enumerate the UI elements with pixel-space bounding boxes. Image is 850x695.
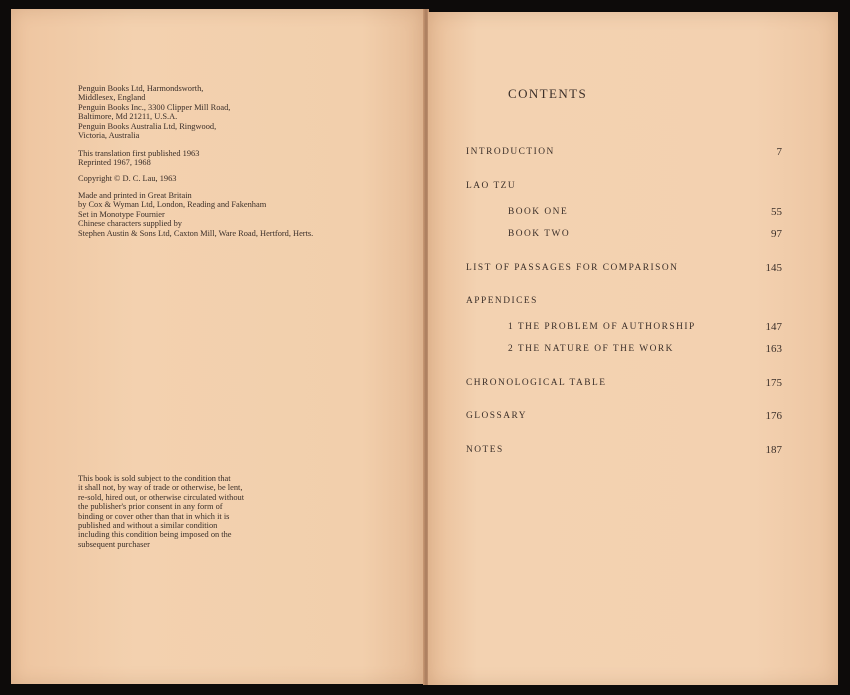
toc-entry-appendices: APPENDICES — [466, 296, 538, 306]
toc-page-number: 187 — [765, 444, 782, 456]
toc-entry-list-of-passages: LIST OF PASSAGES FOR COMPARISON — [466, 263, 679, 273]
imprint-line: Penguin Books Ltd, Harmondsworth, — [78, 84, 204, 93]
toc-entry-problem-of-authorship: 1 THE PROBLEM OF AUTHORSHIP — [508, 322, 696, 332]
imprint-line: Stephen Austin & Sons Ltd, Caxton Mill, Ware Road, Hertford, Herts. — [78, 228, 314, 238]
toc-page-number: 97 — [771, 228, 782, 240]
imprint-line: it shall not, by way of trade or otherwise, be lent, — [78, 483, 243, 493]
copyright-notice — [78, 174, 176, 183]
imprint-line: subsequent purchaser — [78, 539, 150, 549]
toc-page-number: 175 — [765, 377, 782, 389]
toc-entry-notes: NOTES — [466, 445, 504, 455]
imprint-line: by Cox & Wyman Ltd, London, Reading and Fakenham — [78, 200, 267, 210]
imprint-line: the publisher's prior consent in any form of — [78, 502, 223, 512]
imprint-line: Penguin Books Inc., 3300 Clipper Mill Road, — [78, 102, 231, 112]
toc-entry-book-two: BOOK TWO — [508, 229, 571, 239]
imprint-line: published and without a similar condition — [78, 521, 218, 531]
copyright-line: Copyright © D. C. Lau, 1963 — [78, 174, 177, 183]
imprint-line: re-sold, hired out, or otherwise circulated without — [78, 492, 245, 502]
toc-page-number: 7 — [776, 146, 782, 158]
imprint-line: Set in Monotype Fournier — [78, 209, 165, 219]
toc-entry-glossary: GLOSSARY — [466, 411, 527, 421]
imprint-line: Baltimore, Md 21211, U.S.A. — [78, 112, 178, 122]
toc-page-number: 145 — [765, 262, 782, 274]
toc-page-number: 176 — [765, 410, 782, 422]
toc-entry-lao-tzu: LAO TZU — [466, 181, 517, 191]
imprint-line: Made and printed in Great Britain — [78, 191, 192, 200]
toc-page-number: 55 — [771, 206, 782, 218]
imprint-line: including this condition being imposed on the — [78, 530, 232, 540]
publisher-addresses — [78, 84, 230, 140]
imprint-line: This book is sold subject to the condition that — [78, 474, 231, 483]
imprint-line: Penguin Books Australia Ltd, Ringwood, — [78, 121, 217, 131]
toc-entry-nature-of-the-work: 2 THE NATURE OF THE WORK — [508, 344, 674, 354]
imprint-line: binding or cover other than that in which it is — [78, 511, 230, 521]
toc-entry-chronological-table: CHRONOLOGICAL TABLE — [466, 378, 607, 388]
sale-condition-notice — [78, 474, 244, 549]
edition-info — [78, 149, 199, 168]
toc-page-number: 147 — [765, 321, 782, 333]
toc-entry-book-one: BOOK ONE — [508, 207, 569, 217]
contents-heading: CONTENTS — [508, 86, 588, 101]
imprint-line: Reprinted 1967, 1968 — [78, 158, 151, 168]
imprint-line: Middlesex, England — [78, 93, 146, 103]
imprint-line: Victoria, Australia — [78, 131, 140, 141]
imprint-line: Chinese characters supplied by — [78, 219, 182, 229]
printing-info — [78, 191, 313, 238]
toc-page-number: 163 — [765, 343, 782, 355]
toc-entry-introduction: INTRODUCTION — [466, 147, 555, 157]
imprint-line: This translation first published 1963 — [78, 149, 200, 158]
